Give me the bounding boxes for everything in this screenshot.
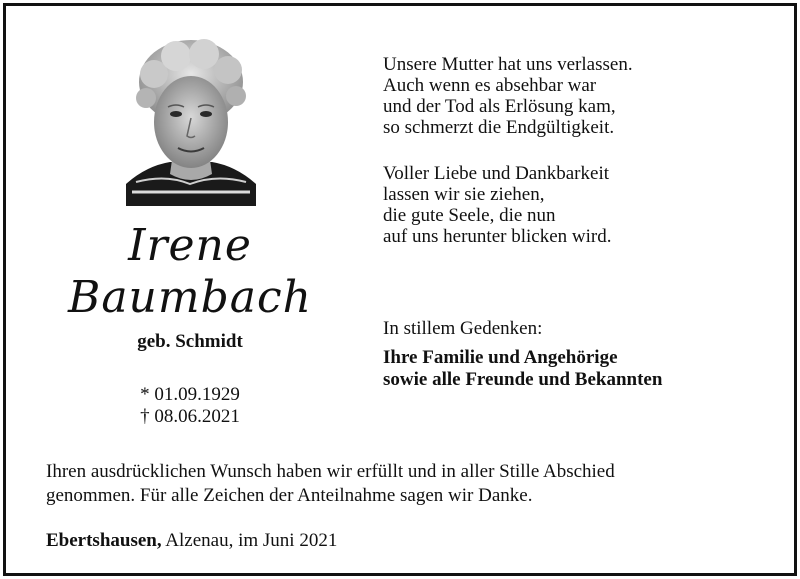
verse-line: Auch wenn es absehbar war [383,75,597,96]
place-name: Ebertshausen, [46,530,162,551]
verse-line: auf uns herunter blicken wird. [383,226,612,247]
birth-date: * 01.09.1929 [140,384,240,405]
verse-line: Voller Liebe und Dankbarkeit [383,163,609,184]
birth-name: geb. Schmidt [137,331,243,352]
place-date: Alzenau, im Juni 2021 [161,530,338,551]
mourner-line: Ihre Familie und Angehörige [383,347,618,368]
mourner-line: sowie alle Freunde und Bekannten [383,369,663,390]
life-dates [40,384,340,428]
verse-line: die gute Seele, die nun [383,205,556,226]
verse-stanza-1 [383,54,633,138]
verse-line: lassen wir sie ziehen, [383,184,545,205]
first-name: Irene [128,220,252,271]
death-date: † 08.06.2021 [140,406,240,427]
verse-line: und der Tod als Erlösung kam, [383,96,616,117]
verse-line: so schmerzt die Endgültigkeit. [383,117,615,138]
last-name: Baumbach [67,272,312,323]
verse-line: Unsere Mutter hat uns verlassen. [383,54,633,75]
closing-line: genommen. Für alle Zeichen der Anteilnahme sagen wir Danke. [46,485,533,506]
mourners [383,347,662,391]
place-and-date [46,530,337,552]
remembrance-intro: In stillem Gedenken: [383,318,543,339]
closing-line: Ihren ausdrücklichen Wunsch haben wir erfüllt und in aller Stille Abschied [46,461,615,482]
verse-stanza-2 [383,163,611,247]
portrait-photo [126,34,256,206]
closing-text [46,460,746,508]
